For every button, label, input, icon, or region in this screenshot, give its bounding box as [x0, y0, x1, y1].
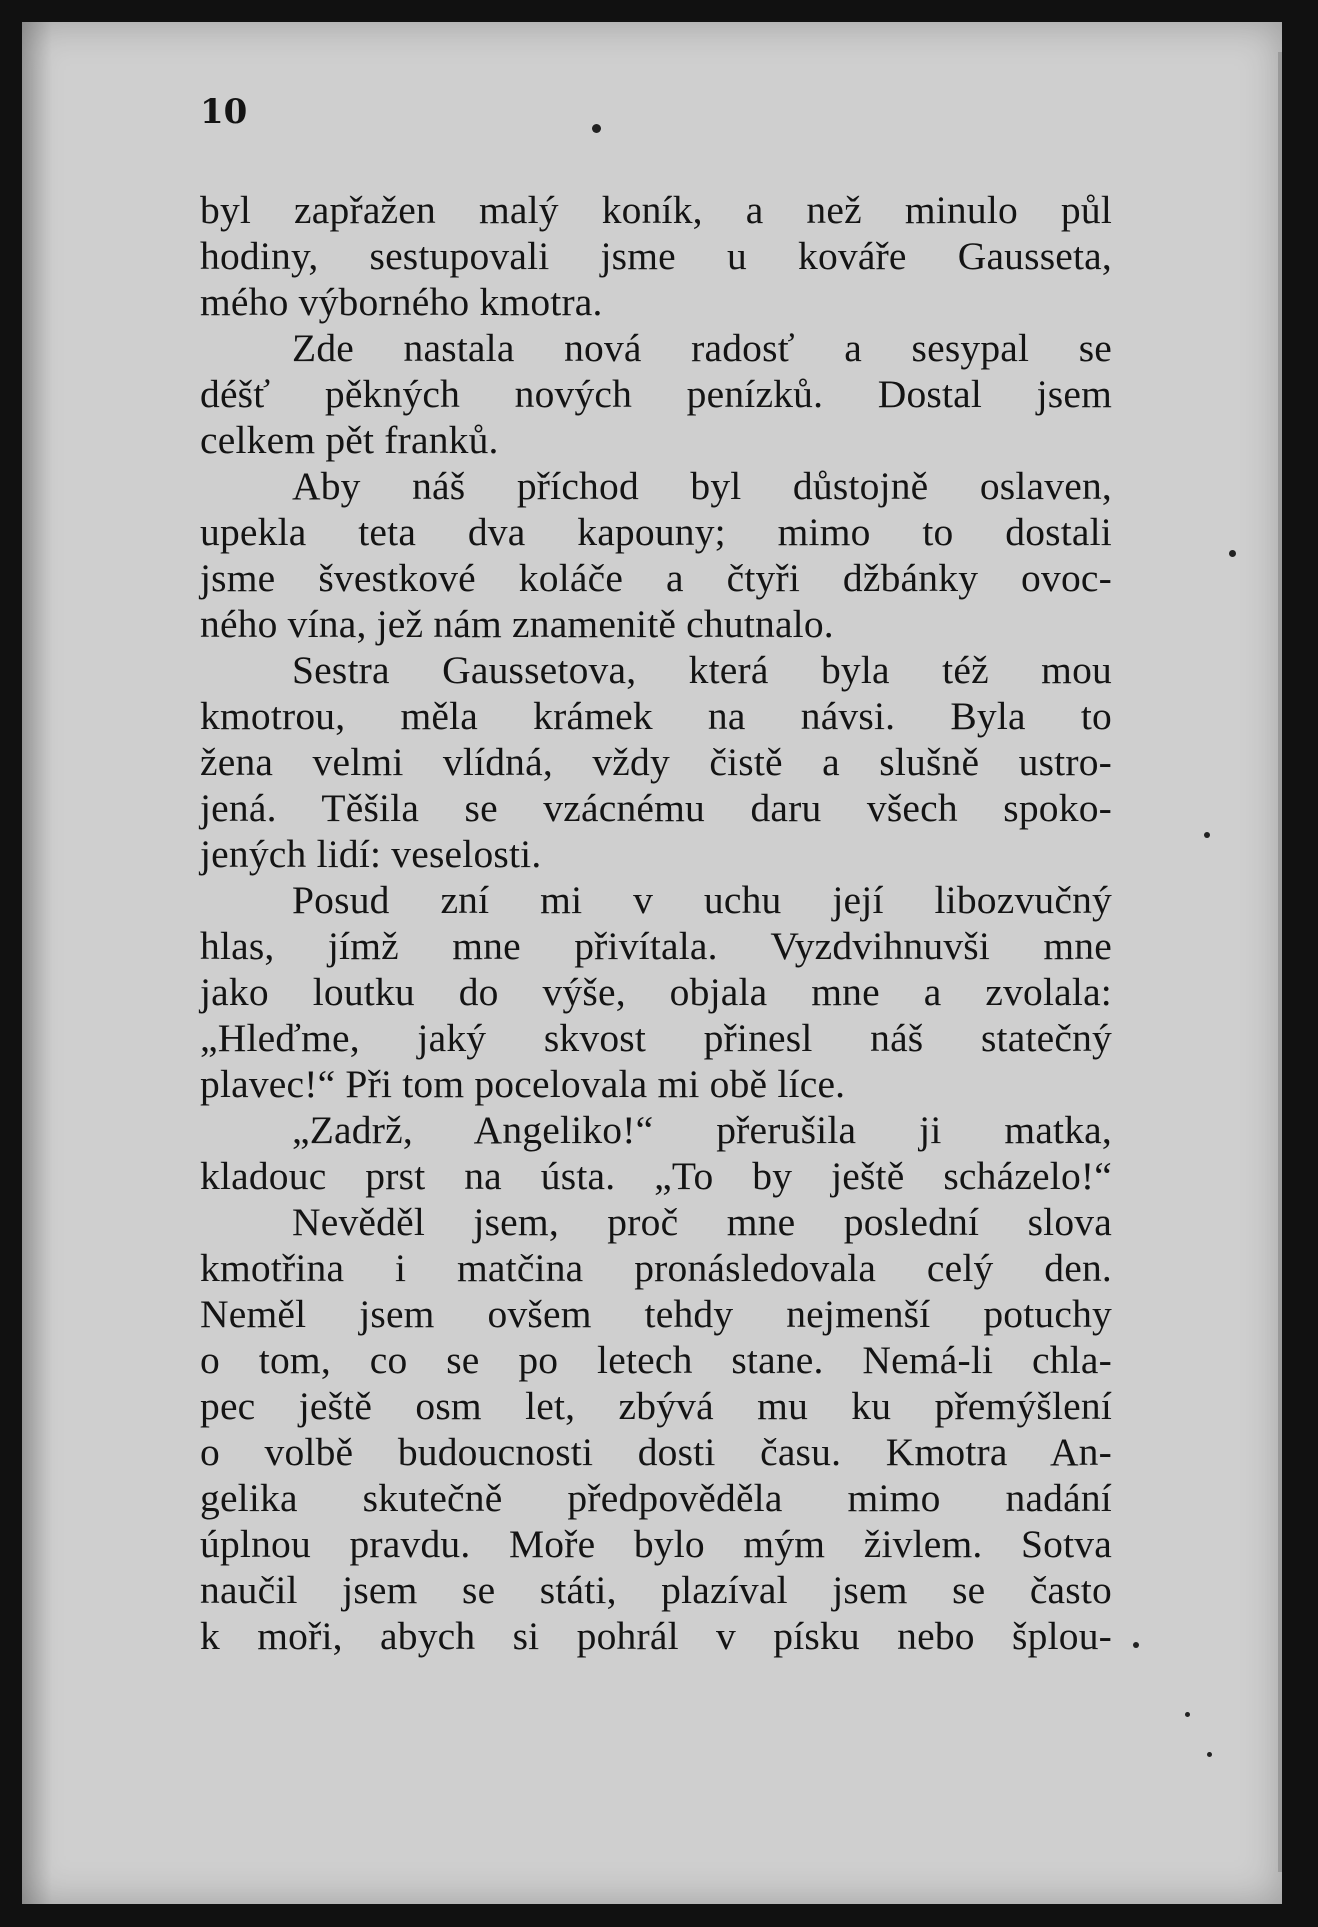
paragraph-3-mid	[200, 509, 1112, 555]
text-line: hlas, jímž mne přivítala. Vyzdvihnuvši mne	[200, 924, 1112, 968]
text-line: „Hleďme, jaký skvost přinesl náš statečný	[200, 1016, 1112, 1060]
text-line: celkem pět franků.	[200, 418, 499, 462]
paragraph-6	[200, 1107, 1112, 1153]
text-line: upekla teta dva kapouny; mimo to dostali	[200, 510, 1112, 554]
paragraph-7-mid	[200, 1291, 1112, 1337]
text-line: úplnou pravdu. Moře bylo mým živlem. Sotva	[200, 1522, 1112, 1566]
text-line: naučil jsem se státi, plazíval jsem se často	[200, 1568, 1112, 1612]
text-line: Posud zní mi v uchu její libozvučný	[292, 878, 1112, 922]
text-line: mého výborného kmotra.	[200, 280, 603, 324]
paragraph-4-mid	[200, 693, 1112, 739]
text-line: k moři, abych si pohrál v písku nebo šplou-	[200, 1614, 1112, 1658]
text-line: žena velmi vlídná, vždy čistě a slušně ustro-	[200, 740, 1112, 784]
paragraph-5	[200, 877, 1112, 923]
print-speck	[1204, 832, 1210, 838]
paragraph-7-mid	[200, 1475, 1112, 1521]
paragraph-2-mid	[200, 371, 1112, 417]
paragraph-7-mid	[200, 1521, 1112, 1567]
paragraph-7-mid	[200, 1383, 1112, 1429]
body-text	[200, 187, 1112, 1659]
text-line: o tom, co se po letech stane. Nemá-li chla-	[200, 1338, 1112, 1382]
paragraph-7-mid	[200, 1337, 1112, 1383]
text-line: pec ještě osm let, zbývá mu ku přemýšlení	[200, 1384, 1112, 1428]
text-line: kmotřina i matčina pronásledovala celý den.	[200, 1246, 1112, 1290]
paragraph-3-mid	[200, 555, 1112, 601]
print-speck	[1229, 550, 1236, 557]
text-line: Nevěděl jsem, proč mne poslední slova	[292, 1200, 1112, 1244]
paragraph-7	[200, 1199, 1112, 1245]
paragraph-4	[200, 647, 1112, 693]
paragraph-5-mid	[200, 923, 1112, 969]
text-line: jená. Těšila se vzácnému daru všech spoko-	[200, 786, 1112, 830]
paragraph-1-end	[200, 279, 1112, 325]
paragraph-4-end	[200, 831, 1112, 877]
paragraph-5-end	[200, 1061, 1112, 1107]
paragraph-5-mid	[200, 969, 1112, 1015]
paragraph-4-mid	[200, 739, 1112, 785]
spine-shadow	[22, 22, 52, 1904]
paragraph-7-mid	[200, 1567, 1112, 1613]
paragraph-2	[200, 325, 1112, 371]
text-line: jených lidí: veselosti.	[200, 832, 542, 876]
page-number: 10	[200, 92, 248, 132]
text-line: Zde nastala nová radosť a sesypal se	[292, 326, 1112, 370]
text-line: Sestra Gaussetova, která byla též mou	[292, 648, 1112, 692]
text-line: ného vína, jež nám znamenitě chutnalo.	[200, 602, 834, 646]
page-edge	[1278, 52, 1282, 1872]
paragraph-5-mid	[200, 1015, 1112, 1061]
paragraph-3	[200, 463, 1112, 509]
text-line: déšť pěkných nových penízků. Dostal jsem	[200, 372, 1112, 416]
paragraph-4-mid	[200, 785, 1112, 831]
text-line: gelika skutečně předpověděla mimo nadání	[200, 1476, 1112, 1520]
text-line: kmotrou, měla krámek na návsi. Byla to	[200, 694, 1112, 738]
text-line: hodiny, sestupovali jsme u kováře Gausseta,	[200, 234, 1112, 278]
text-line: jsme švestkové koláče a čtyři džbánky ovoc-	[200, 556, 1112, 600]
paragraph-7-end	[200, 1613, 1112, 1659]
print-speck	[1207, 1752, 1212, 1757]
text-line: kladouc prst na ústa. „To by ještě scházelo!“	[200, 1154, 1112, 1198]
text-line: o volbě budoucnosti dosti času. Kmotra An-	[200, 1430, 1112, 1474]
print-speck	[1133, 1642, 1139, 1648]
paragraph-1	[200, 187, 1112, 279]
text-line: jako loutku do výše, objala mne a zvolala:	[200, 970, 1112, 1014]
text-line: Aby náš příchod byl důstojně oslaven,	[292, 464, 1112, 508]
print-speck	[1185, 1712, 1190, 1717]
text-line: byl zapřažen malý koník, a než minulo půl	[200, 188, 1112, 232]
paragraph-7-mid	[200, 1429, 1112, 1475]
paragraph-3-end	[200, 601, 1112, 647]
text-line: plavec!“ Při tom pocelovala mi obě líce.	[200, 1062, 846, 1106]
paragraph-7-mid	[200, 1245, 1112, 1291]
text-line: „Zadrž, Angeliko!“ přerušila ji matka,	[292, 1108, 1112, 1152]
paragraph-2-end	[200, 417, 1112, 463]
print-speck	[592, 124, 601, 133]
paragraph-6-end	[200, 1153, 1112, 1199]
text-line: Neměl jsem ovšem tehdy nejmenší potuchy	[200, 1292, 1112, 1336]
